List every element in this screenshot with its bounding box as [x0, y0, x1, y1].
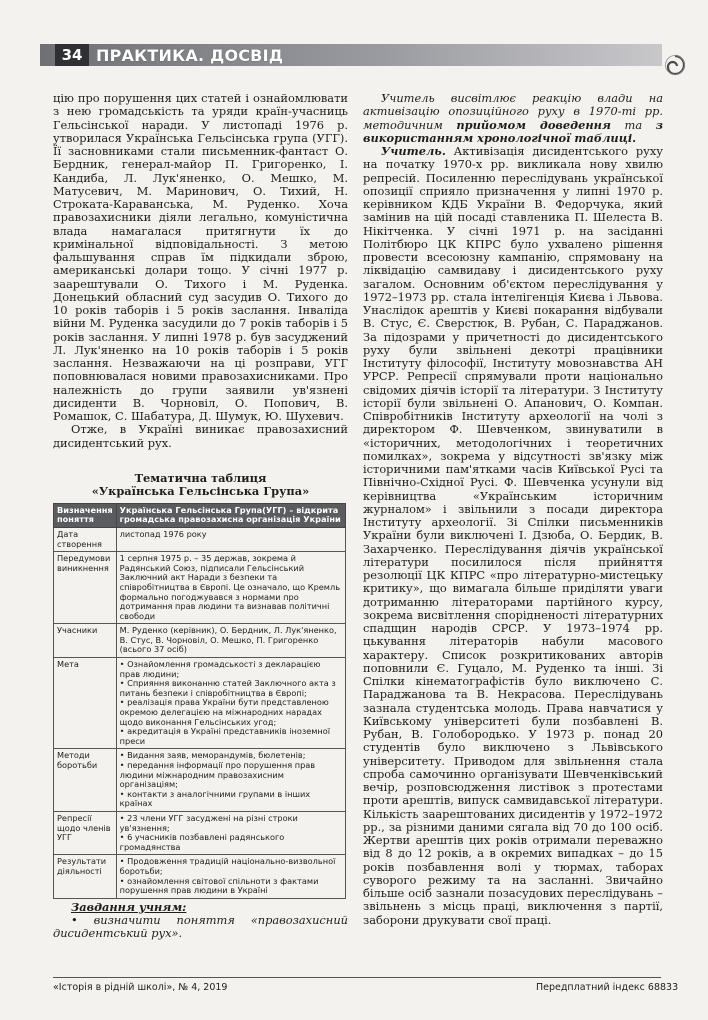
lead-part-1: Учитель висвітлює реакцію влади на активізацію опозиційного руху в 1970-ті рр. методичним	[363, 91, 663, 132]
table-cell-content	[116, 658, 345, 749]
lead-part-2: та	[611, 117, 656, 132]
table-cell-line: • акредитація в Україні представників іноземної преси	[119, 726, 331, 746]
tasks-title: Завдання учням:	[71, 899, 187, 914]
footer-journal: «Історія в рідній школі», № 4, 2019	[53, 982, 228, 993]
table-body	[54, 527, 346, 898]
left-paragraph-2: Отже, в Україні виникає правозахисний дисидентський рух.	[53, 422, 348, 450]
table-cell-line: • Продовження традицій національно-визвольної боротьби;	[119, 856, 336, 876]
table-title	[53, 472, 348, 498]
table-cell-line: • Сприяння виконанню статей Заключного акта з питань безпеки і співробітництва в Європі;	[119, 678, 336, 698]
table-row	[54, 552, 346, 624]
table-cell-line: • ознайомлення світової спільноти з фактами порушення прав людини в Україні	[119, 875, 319, 896]
table-cell-line: 1 серпня 1975 р. – 35 держав, зокрема й Радянський Союз, підписали Гельсінський Заключний акт Наради з безпеки та співробітництва в Європі. Це означало, що Кремль формально погоджувався з нормами про дотримання прав людини та визнавав політичні свободи	[119, 553, 341, 621]
table-cell-line: • 6 учасників позбавлені радянського громадянства	[119, 832, 285, 852]
footer-divider	[53, 977, 661, 978]
table-row	[54, 658, 346, 749]
table-row	[54, 624, 346, 658]
lead-bold-1: прийомом доведення	[456, 117, 611, 132]
table-row	[54, 811, 346, 854]
table-cell-term: Мета	[54, 658, 117, 749]
table-cell-line: • контакти з аналогічними групами в інших країнах	[119, 788, 311, 809]
table-cell-content	[116, 749, 345, 812]
thematic-table	[53, 503, 346, 899]
table-cell-line: • Видання заяв, меморандумів, бюлетенів;	[119, 750, 306, 761]
table-header-row	[54, 503, 346, 527]
footer-index: Передплатний індекс 68833	[536, 982, 679, 993]
table-cell-term: Дата створення	[54, 527, 117, 551]
section-title: ПРАКТИКА. ДОСВІД	[96, 45, 284, 65]
page-number: 34	[55, 44, 89, 66]
table-header-term: Визначення поняття	[54, 503, 117, 527]
left-paragraph-1: цію про порушення цих статей і ознайомлювати з нею громадськість та уряди країн-учасниць Гельсінської наради. У листопаді 1976 р. утворилася Українська Гельсінська група (УГГ). Її засновниками стали письменник-фантаст О. Бердник, генерал-майор П. Григоренко, І. Кандиба, Л. Лук'яненко, О. Мешко, М. Матусевич, М. Маринович, О. Тихий, Н. Строката-Караванська, М. Руденко. Хоча правозахисники діяли легально, комуністична влада намагалася притягнути їх до кримінальної відповідальності. З метою фальшування справ їм підкидали зброю, американські долари тощо. У січні 1977 р. заарештували О. Тихого і М. Руденка. Донецький обласний суд засудив О. Тихого до 10 років таборів і 5 років заслання. Інваліда війни М. Руденка засудили до 7 років таборів і 5 років заслання. У липні 1978 р. був засуджений Л. Лук'яненко на 10 років таборів і 5 років заслання. Незважаючи на ці розправи, УГГ поповнювалася новими правозахисниками. Про належність до групи заявили ув'язнені дисиденти В. Чорновіл, О. Попович, В. Ромашок, С. Шабатура, Д. Шумук, Ю. Шухевич.	[53, 91, 348, 423]
left-column	[53, 92, 348, 940]
table-cell-line: листопад 1976 року	[119, 528, 207, 539]
table-cell-term: Результати діяльності	[54, 855, 117, 898]
spiral-shell-icon	[664, 54, 686, 76]
table-cell-term: Передумови виникнення	[54, 552, 117, 624]
table-cell-content	[116, 624, 345, 658]
teacher-label: Учитель.	[381, 144, 446, 158]
right-column	[363, 92, 663, 927]
table-cell-content	[116, 811, 345, 854]
table-cell-content	[116, 527, 345, 551]
table-title-line-1: Тематична таблиця	[134, 470, 267, 485]
table-cell-content	[116, 552, 345, 624]
table-cell-term: Репресії щодо членів УГГ	[54, 811, 117, 854]
table-title-line-2: «Українська Гельсінська Група»	[91, 483, 310, 498]
table-cell-line: • реалізація права України бути представленою окремою делегацією на міжнародних нарадах щодо виконання Гельсінських угод;	[119, 697, 329, 727]
table-cell-line: М. Руденко (керівник), О. Бердник, Л. Лук'яненко, В. Стус, В. Чорновіл, О. Мешко, П. Григоренко (всього 37 осіб)	[119, 625, 337, 655]
lead-paragraph	[363, 92, 663, 145]
table-header-definition: Українська Гельсінська Група(УГГ) – відкрита громадська правозахисна організація України	[116, 503, 345, 527]
tasks-item: • визначити поняття «правозахисний дисидентський рух».	[53, 912, 348, 941]
table-cell-line: • Ознайомлення громадськості з декларацією прав людини;	[119, 659, 321, 679]
teacher-body: Активізація дисидентського руху на початку 1970-х рр. викликала нову хвилю репресій. Посиленню переслідувань української опозиції сприяло призначення у липні 1970 р. керівником КДБ України В. Федорчука, який замінив на цій посаді ставленика П. Шелеста В. Нікітченка. У січні 1971 р. на засіданні Політбюро ЦК КПРС було ухвалено рішення провести всесоюзну кампанію, спрямовану на ліквідацію самвидаву і дисидентського руху загалом. Основним об'єктом переслідування у 1972–1973 рр. стала інтелігенція Києва і Львова. Унаслідок арештів у Києві покарання відбували В. Стус, Є. Сверстюк, В. Рубан, С. Параджанов. За підозрами у причетності до дисидентського руху були звільнені декотрі працівники Інституту філософії, Інституту мовознавства АН УРСР. Репресії спрямували проти національно свідомих діячів історії та літератури. З Інституту історії були звільнені О. Апанович, О. Компан. Співробітників Інституту археології на чолі з директором Ф. Шевченком, звинуватили в «історичних, методологічних і теоретичних помилках», зокрема у відсутності зв'язку між історичними пам'ятками часів Київської Русі та Північно-Східної Русі. Ф. Шевченка усунули від керівництва «Українським історичним журналом» і звільнили з посади директора Інституту археології. Зі Спілки письменників України були виключені І. Дзюба, О. Бердик, В. Захарченко. Переслідування діячів української літератури посилилося після прийняття резолюції ЦК КПРС «про літературно-мистецьку критику», що вимагала більше приділяти уваги дотриманню літераторами партійного курсу, зокрема висвітлення спорідненості літературних спадщин народів СРСР. У 1973–1974 рр. цькування літераторів набули масового характеру. Список розкритикованих авторів поповнили Є. Гуцало, М. Руденко та інші. Зі Спілки кінематографістів було виключено С. Параджанова та В. Некрасова. Переслідувань зазнала студентська молодь. Права навчатися у Київському університеті були позбавлені В. Рубан, В. Голобородько. У 1973 р. понад 20 студентів було виключено з Львівського університету. Приводом для звільнення стала спроба самочинно організувати Шевченківський вечір, розповсюдження листівок з протестами проти арештів, випуск самвидавської літератури. Кількість заарештованих дисидентів у 1972–1972 рр., за різними даними сягала від 70 до 100 осіб. Жертви арештів цих років отримали переважно від 8 до 12 років, а в окремих випадках – до 15 років позбавлення волі у тюрмах, таборах суворого режиму та на засланні. Звичайно більше осіб зазнали позасудових переслідувань – звільнень з місць праці, виключення з партії, заборони друкувати свої праці.	[363, 144, 663, 927]
table-cell-content	[116, 855, 345, 898]
table-cell-term: Учасники	[54, 624, 117, 658]
table-cell-line: • 23 члени УГГ засуджені на різні строки ув'язнення;	[119, 812, 298, 833]
table-cell-line: • передання інформації про порушення прав людини міжнародним правозахисним організаціям;	[119, 760, 316, 790]
teacher-paragraph	[363, 145, 663, 927]
table-row	[54, 527, 346, 551]
lead-bold-2: з використанням хронологічної таблиці.	[363, 117, 663, 145]
table-row	[54, 855, 346, 898]
table-cell-term: Методи боротьби	[54, 749, 117, 812]
table-row	[54, 749, 346, 812]
